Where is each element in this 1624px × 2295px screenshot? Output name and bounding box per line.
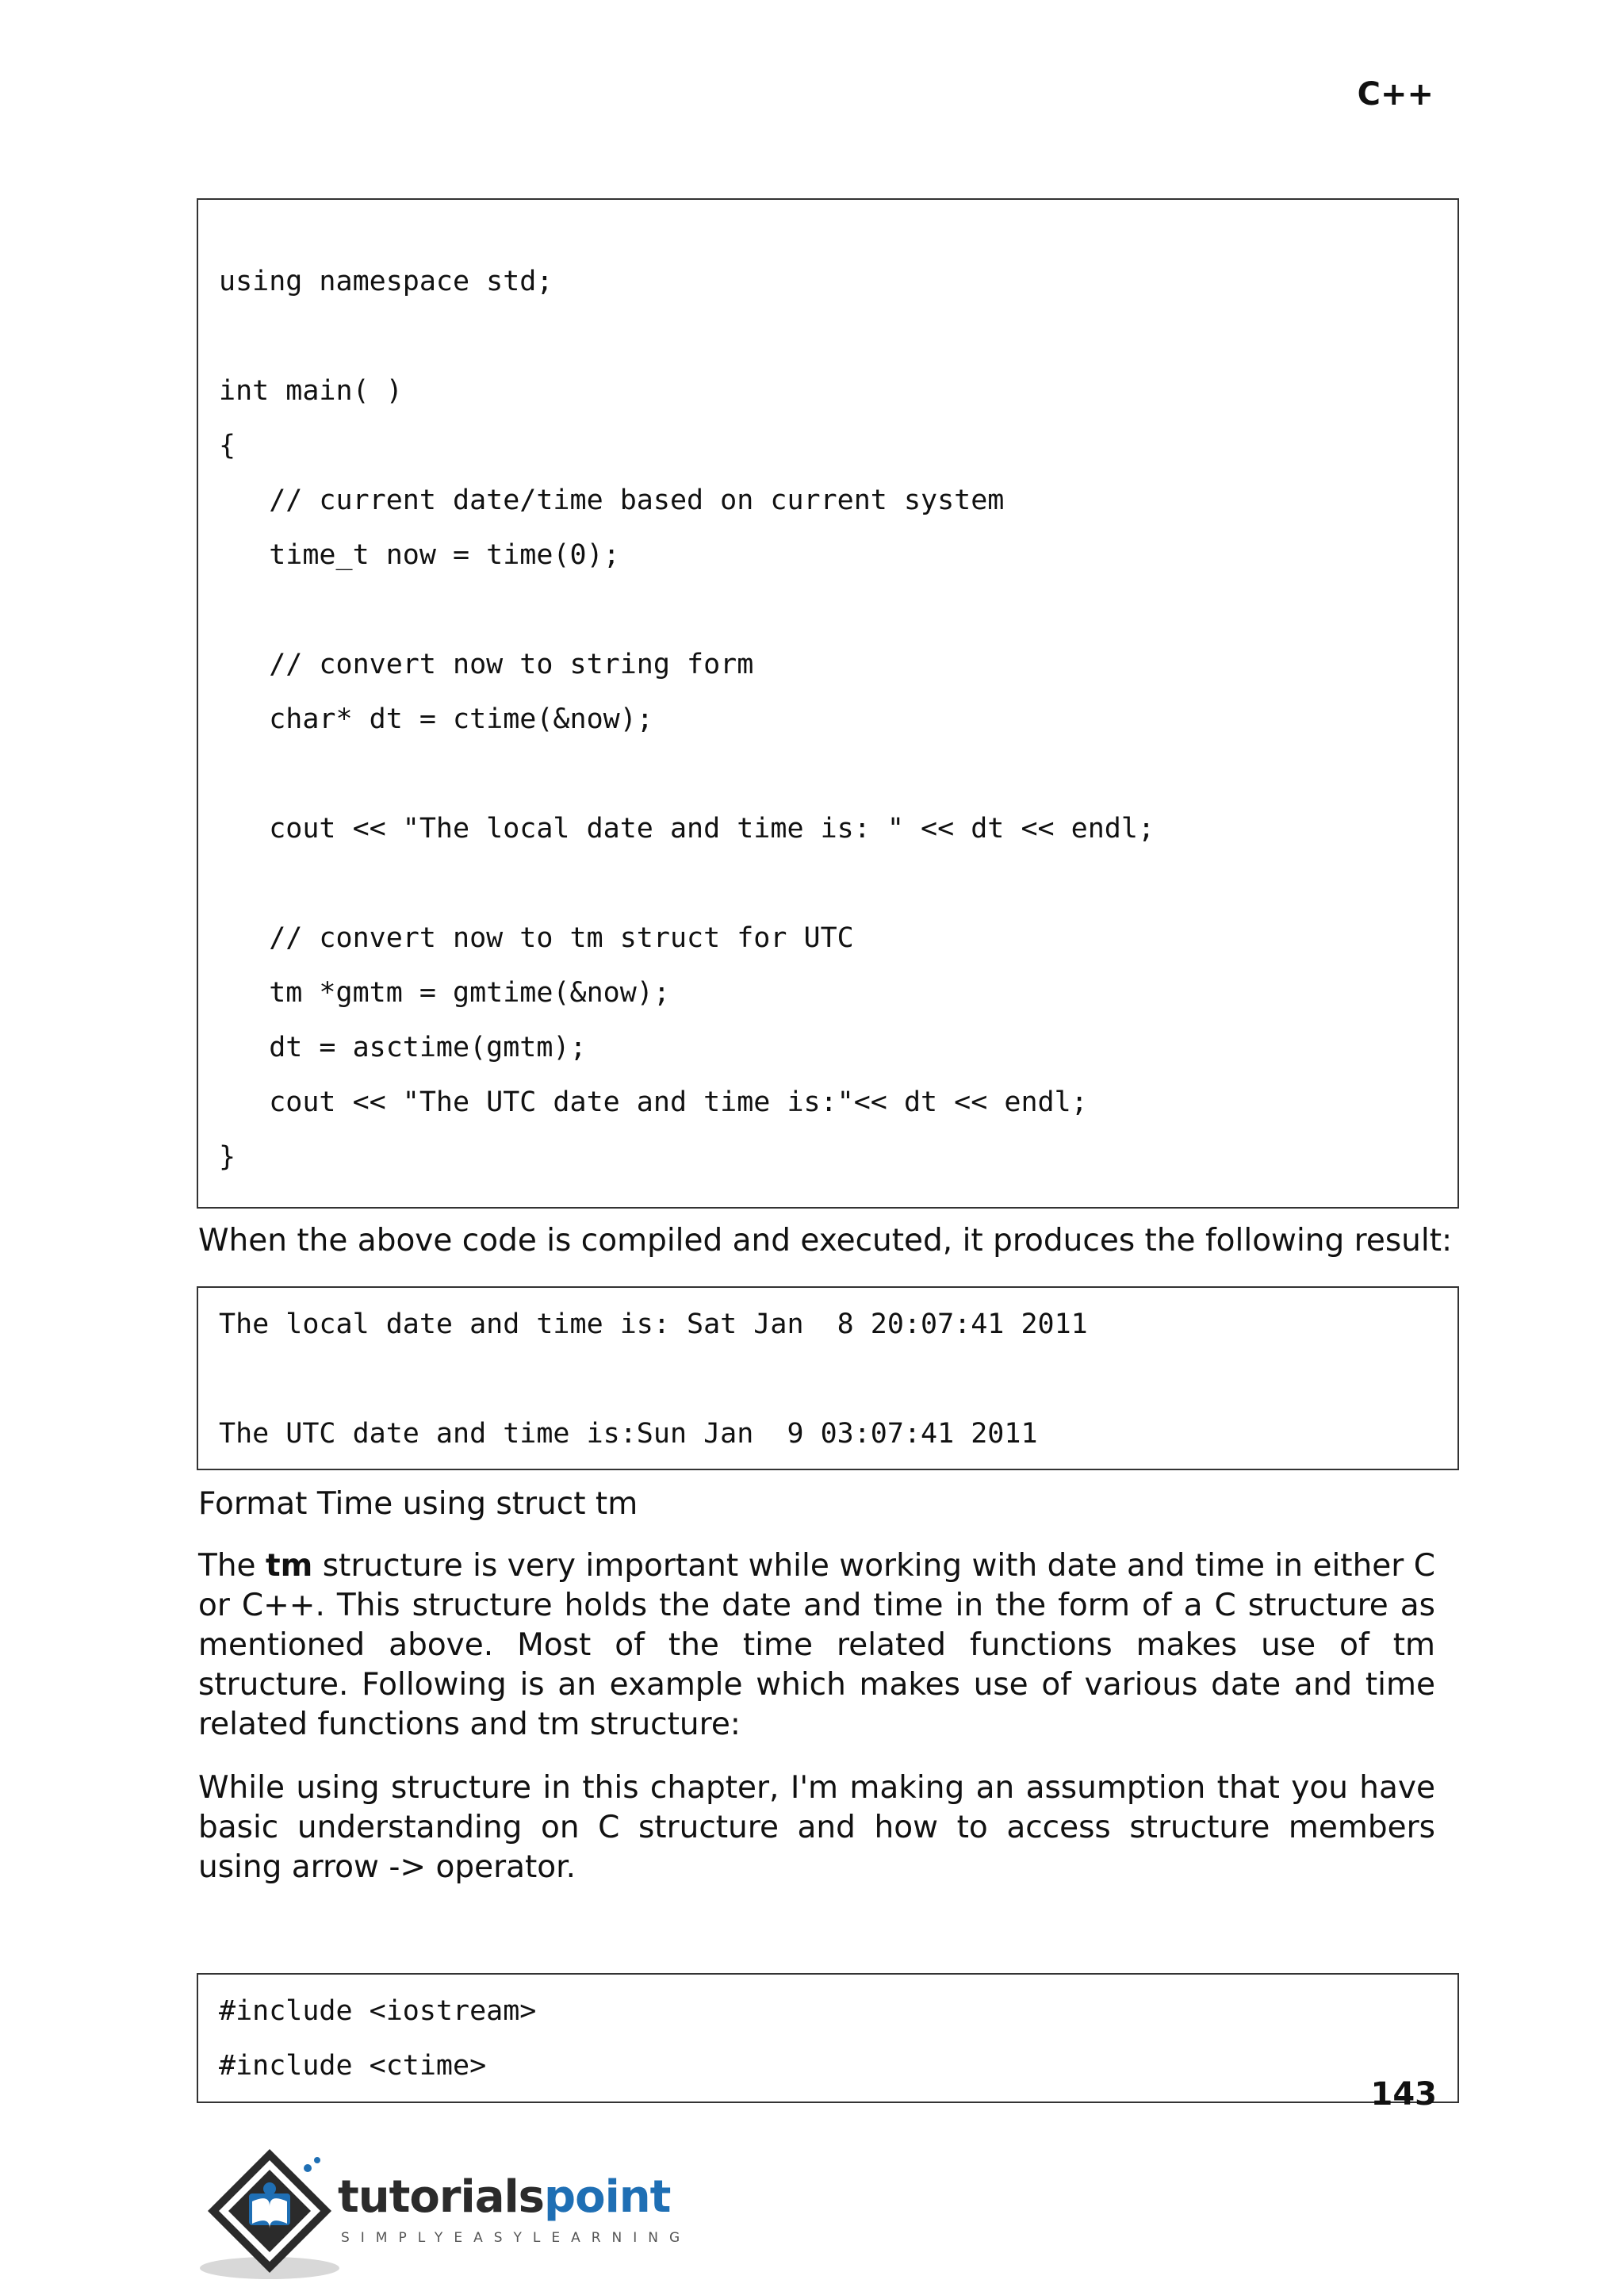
code-line: // convert now to tm struct for UTC	[219, 922, 854, 954]
paragraph-rest: structure is very important while working with date and time in either C or C++. This structure holds the date and time in the form of a C structure as mentioned above. Most of the time related functions makes use of tm structure. Following is an example which makes use of various date and time related functions and tm structure:	[198, 1548, 1435, 1742]
code-line: time_t now = time(0);	[219, 539, 620, 571]
logo-text-dark: tutorials	[338, 2171, 545, 2223]
code-line	[219, 747, 1457, 802]
output-line	[219, 1352, 1457, 1407]
code-line	[219, 583, 1457, 638]
page-header-title: C++	[1357, 76, 1434, 113]
section-heading: Format Time using struct tm	[198, 1486, 638, 1522]
code-line: cout << "The UTC date and time is:"<< dt << endl;	[219, 1086, 1088, 1118]
code-line: // convert now to string form	[219, 649, 754, 680]
code-line: tm *gmtm = gmtime(&now);	[219, 977, 670, 1009]
code-line: {	[219, 430, 236, 462]
result-intro-text: When the above code is compiled and executed, it produces the following result:	[198, 1223, 1453, 1259]
output-line: The UTC date and time is:Sun Jan 9 03:07:41 2011	[219, 1418, 1038, 1450]
code-line: int main( )	[219, 375, 403, 407]
code-line: #include <ctime>	[219, 2050, 487, 2082]
code-line: }	[219, 1141, 236, 1173]
paragraph-tm-structure	[198, 1546, 1435, 1745]
code-line: using namespace std;	[219, 266, 553, 297]
logo-emblem-icon	[197, 2141, 347, 2284]
code-block-main	[197, 198, 1459, 1209]
output-line: The local date and time is: Sat Jan 8 20:07:41 2011	[219, 1308, 1088, 1340]
tutorialspoint-logo	[197, 2141, 691, 2284]
page-number: 143	[1370, 2076, 1437, 2113]
code-line: #include <iostream>	[219, 1995, 537, 2027]
code-line	[219, 309, 1457, 364]
code-line: char* dt = ctime(&now);	[219, 703, 653, 735]
logo-text-blue: point	[544, 2171, 671, 2223]
code-line: // current date/time based on current system	[219, 485, 1005, 516]
paragraph-assumption: While using structure in this chapter, I'm making an assumption that you have basic understanding on C structure and how to access structure members using arrow -> operator.	[198, 1770, 1435, 1885]
paragraph-bold-term: tm	[266, 1548, 313, 1584]
code-line	[219, 200, 1457, 255]
logo-tagline: SIMPLYEASYLEARNING	[341, 2230, 691, 2246]
paragraph-lead: The	[198, 1548, 266, 1584]
code-line: cout << "The local date and time is: " << dt << endl;	[219, 813, 1155, 845]
code-line	[219, 856, 1457, 911]
code-block-includes	[197, 1973, 1459, 2103]
code-line: dt = asctime(gmtm);	[219, 1032, 587, 1063]
logo-wordmark	[338, 2171, 670, 2223]
code-block-output	[197, 1286, 1459, 1470]
